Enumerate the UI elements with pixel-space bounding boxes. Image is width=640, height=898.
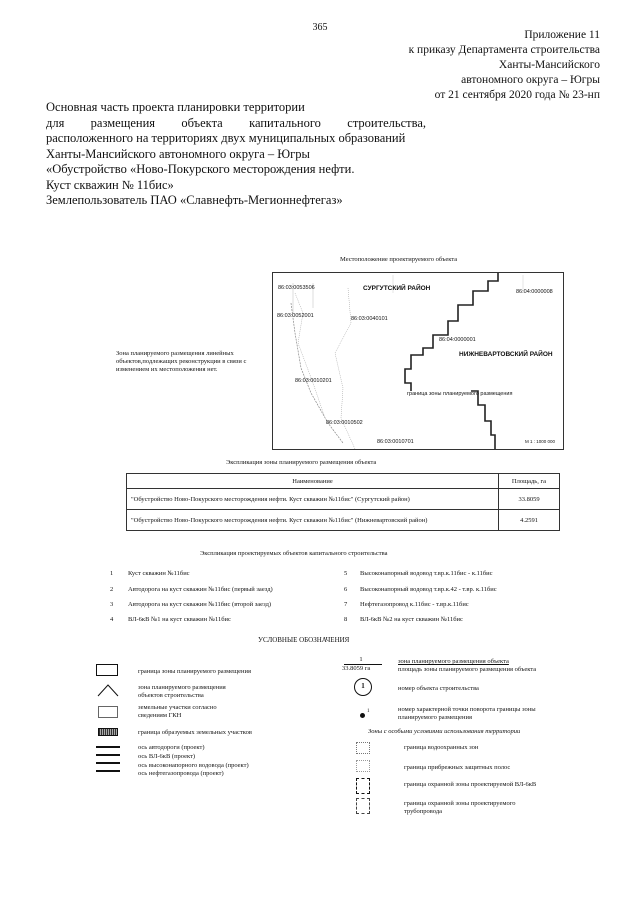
object-number-symbol: 1 xyxy=(354,678,372,696)
object-number: 6 xyxy=(344,586,348,593)
cadastral-label: 86:03:0052001 xyxy=(277,313,314,319)
cadastral-label: 86:03:0010701 xyxy=(377,439,414,445)
document-intro xyxy=(46,100,426,209)
object-number: 5 xyxy=(344,570,348,577)
list-item xyxy=(344,616,463,623)
object-name: Автодорога на куст скважин №11бис (первый заезд) xyxy=(128,586,273,593)
object-name: Куст скважин №11бис xyxy=(128,570,190,577)
powerline-zone-swatch xyxy=(356,778,370,794)
district-label-surgut: СУРГУТСКИЙ РАЙОН xyxy=(363,285,431,292)
object-number: 8 xyxy=(344,616,348,623)
map-title: Местоположение проектируемого объекта xyxy=(340,256,458,263)
page-number: 365 xyxy=(312,22,328,33)
zone-boundary-callout: граница зоны планируемого размещения xyxy=(407,391,513,397)
intro-line: «Обустройство «Ново-Покурского месторождения нефти. xyxy=(46,162,355,176)
parcel-gkn-swatch xyxy=(98,706,118,718)
intro-line: Ханты-Мансийского автономного округа – Югры xyxy=(46,146,310,161)
legend-label: площадь зоны планируемого размещения объекта xyxy=(398,666,537,673)
cadastral-label: 86:03:0010502 xyxy=(326,420,363,426)
district-boundary xyxy=(471,391,495,450)
cadastral-label: 86:04:0000001 xyxy=(439,337,476,343)
new-parcel-swatch xyxy=(98,728,118,736)
appendix-line: к приказу Департамента строительства xyxy=(408,44,600,56)
legend-label: ось нефтегазопровода (проект) xyxy=(138,770,224,777)
object-name: Автодорога на куст скважин №11бис (второй заезд) xyxy=(128,601,272,608)
object-name: Нефтегазопровод к.11бис - т.вр.к.11бис xyxy=(360,601,469,608)
zone-table-title: Экспликация зоны планируемого размещения объекта xyxy=(226,459,377,466)
table-cell: "Обустройство Ново-Покурского месторождения нефти. Куст скважин №11бис" (Нижневартовский район) xyxy=(127,510,499,531)
object-number: 7 xyxy=(344,601,348,608)
object-number: 3 xyxy=(110,601,114,608)
list-item xyxy=(344,570,493,577)
legend-label: ось ВЛ-6кВ (проект) xyxy=(138,753,196,760)
legend-label: граница водоохранных зон xyxy=(404,744,479,751)
object-name: ВЛ-6кВ №1 на куст скважин №11бис xyxy=(128,616,231,623)
legend-label: номер характерной точки поворота границы зоны планируемого размещения xyxy=(398,706,536,721)
table-row xyxy=(127,510,560,531)
cadastral-label: 86:04:0000008 xyxy=(516,289,553,295)
legend-label: зона планируемого размещения объектов строительства xyxy=(138,684,226,699)
object-number: 4 xyxy=(110,616,114,623)
oil-pipe-swatch xyxy=(96,770,120,772)
cadastral-label: 86:03:0040101 xyxy=(351,316,388,322)
appendix-line: от 21 сентября 2020 года № 23-нп xyxy=(434,89,600,101)
legend-label: граница зоны планируемого размещения xyxy=(138,668,251,675)
map-side-note: Зона планируемого размещения линейных объектов,подлежащих реконструкции в связи с изменением их местоположения нет. xyxy=(116,350,247,373)
appendix-line: Приложение 11 xyxy=(524,29,600,41)
pipeline-zone-swatch xyxy=(356,798,370,814)
legend-label: зона планируемого размещения объекта xyxy=(398,658,509,665)
water-zone-swatch xyxy=(356,742,370,754)
legend-label: земельные участки согласно сведениям ГКН xyxy=(138,704,217,719)
legend-label: граница образуемых земельных участков xyxy=(138,729,252,736)
power-line-swatch xyxy=(96,754,120,756)
list-item xyxy=(344,586,497,593)
district-label-nizhnevartovsk: НИЖНЕВАРТОВСКИЙ РАЙОН xyxy=(459,351,553,358)
appendix-line: автономного округа – Югры xyxy=(461,74,600,86)
table-cell: 4.2591 xyxy=(499,510,560,531)
turning-point-number: 1 xyxy=(367,709,370,714)
zone-area-swatch xyxy=(96,682,120,698)
zone-fraction-area: 33.8059 га xyxy=(342,665,371,672)
legend-label: номер объекта строительства xyxy=(398,685,479,692)
list-item xyxy=(110,586,273,593)
appendix-line: Ханты-Мансийского xyxy=(498,59,600,71)
legend-left xyxy=(96,660,296,790)
water-pipe-swatch xyxy=(96,762,120,764)
list-item xyxy=(110,616,231,623)
object-name: Высоконапорный водовод т.вр.к.42 - т.вр. к.11бис xyxy=(360,586,497,593)
table-cell: 33.8059 xyxy=(499,489,560,510)
object-number: 2 xyxy=(110,586,114,593)
zone-boundary-swatch xyxy=(96,664,118,676)
object-name: Высоконапорный водовод т.вр.к.11бис - к.11бис xyxy=(360,570,493,577)
road-axis-swatch xyxy=(96,746,120,748)
cadastral-label: 86:03:0010201 xyxy=(295,378,332,384)
table-header-row xyxy=(127,474,560,489)
zone-fraction-number: 1 xyxy=(359,656,363,663)
intro-line: Куст скважин № 11бис» xyxy=(46,177,174,192)
objects-title: Экспликация проектируемых объектов капитального строительства xyxy=(200,550,388,557)
appendix-header xyxy=(409,28,600,103)
list-item xyxy=(110,570,190,577)
table-cell: "Обустройство Ново-Покурского месторождения нефти. Куст скважин №11бис" (Сургутский район) xyxy=(127,489,499,510)
list-item xyxy=(110,601,271,608)
intro-line: Основная часть проекта планировки территории xyxy=(46,100,305,114)
object-name: ВЛ-6кВ №2 на куст скважин №11бис xyxy=(360,616,463,623)
turning-point-dot xyxy=(360,713,365,718)
protection-strip-swatch xyxy=(356,760,370,772)
legend-label: ось автодороги (проект) xyxy=(138,744,205,751)
legend-label: граница охранной зоны проектируемого трубопровода xyxy=(404,800,516,815)
cadastral-label: 86:03:0053506 xyxy=(278,285,315,291)
map-scale: М 1 : 1000 000 xyxy=(525,439,556,444)
intro-line: расположенного на территориях двух муниципальных образований xyxy=(46,131,406,145)
legend-subheader: Зоны с особыми условиями использования территории xyxy=(368,728,521,735)
legend-label: ось высоконапорного водовода (проект) xyxy=(138,762,249,769)
legend-label: граница охранной зоны проектируемой ВЛ-6кВ xyxy=(404,781,537,788)
list-item xyxy=(344,601,469,608)
zone-table xyxy=(126,473,560,531)
intro-line: для размещения объекта капитального строительства, xyxy=(46,115,426,130)
location-map xyxy=(272,272,564,450)
table-header: Площадь, га xyxy=(499,474,560,489)
table-row xyxy=(127,489,560,510)
object-number: 1 xyxy=(110,570,114,577)
map-drawing xyxy=(273,273,564,450)
table-header: Наименование xyxy=(127,474,499,489)
legend-title: УСЛОВНЫЕ ОБОЗНАЧЕНИЯ xyxy=(258,636,350,644)
intro-line: Землепользователь ПАО «Славнефть-Мегионнефтегаз» xyxy=(46,193,343,207)
legend-right xyxy=(340,656,560,826)
river-line xyxy=(295,293,325,418)
legend-label: граница прибрежных защитных полос xyxy=(404,764,511,771)
